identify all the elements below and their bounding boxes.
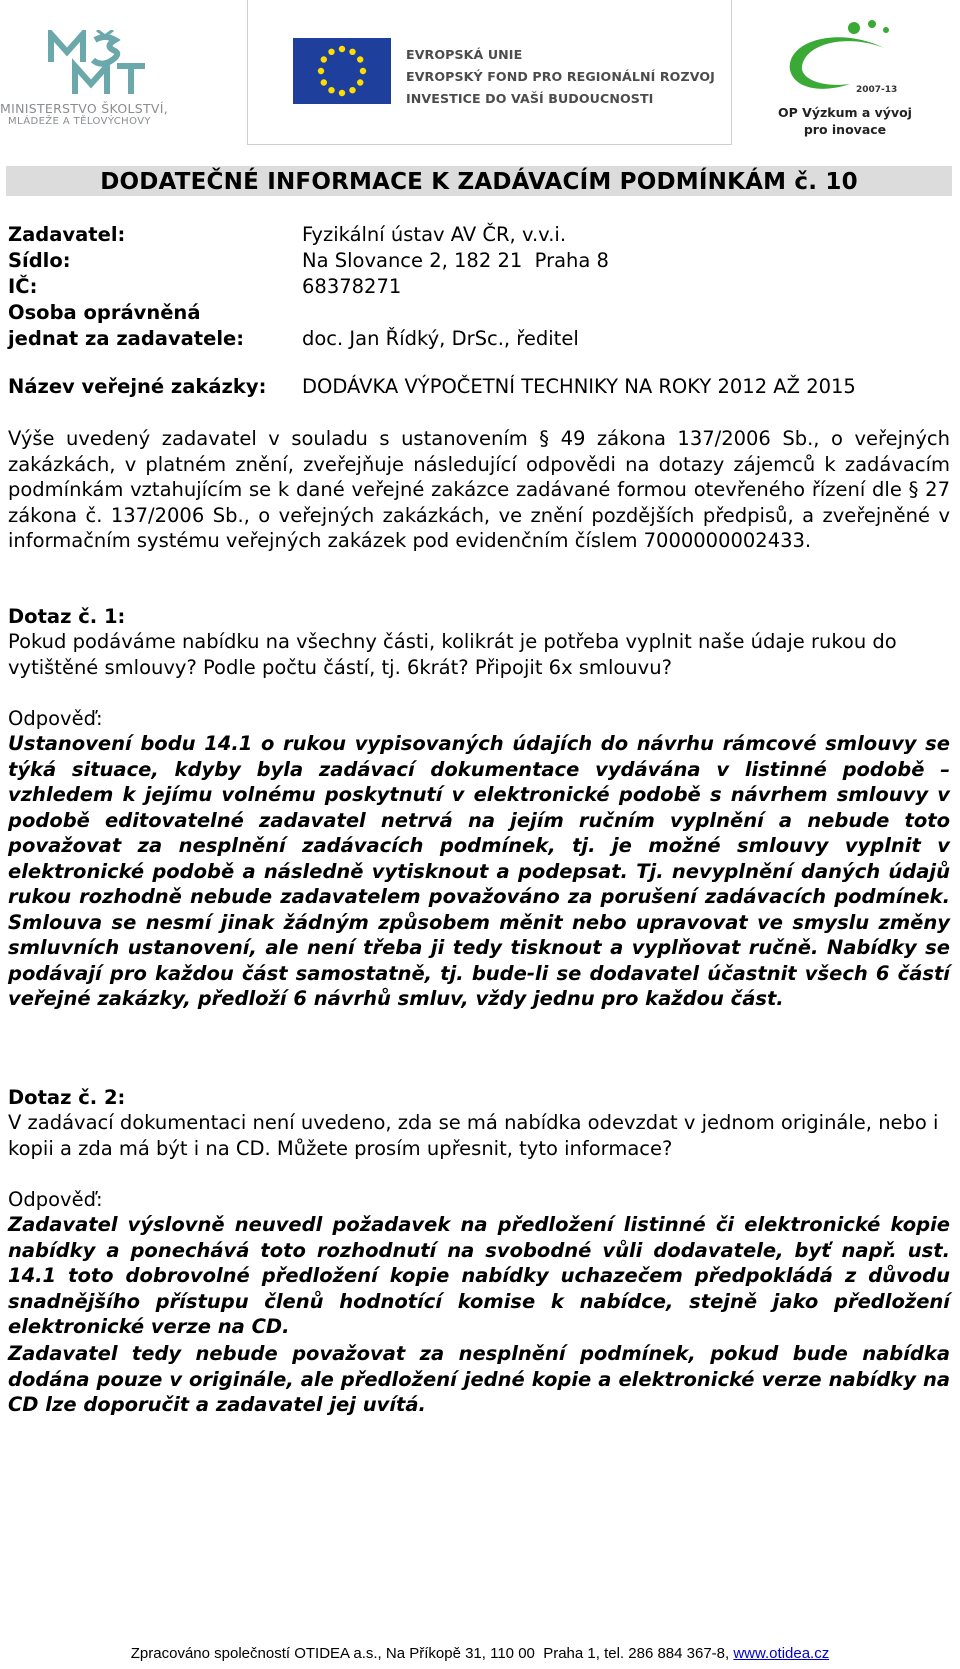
op-vavpi-logo <box>770 18 920 137</box>
eu-line-3: INVESTICE DO VAŠÍ BUDOUCNOSTI <box>406 91 654 106</box>
meta-row-ic <box>8 274 948 300</box>
logo-header <box>0 0 960 150</box>
q1-question: Pokud podáváme nabídku na všechny části, kolikrát je potřeba vyplnit naše údaje rukou do vytištěné smlouvy? Podle počtu částí, tj. 6krát? Připojit 6x smlouvu? <box>8 630 897 679</box>
footer-link[interactable]: www.otidea.cz <box>733 1645 830 1662</box>
meta-row-osoba-1 <box>8 300 948 326</box>
contract-name-label: Název veřejné zakázky: <box>8 375 267 398</box>
sidlo-value: Na Slovance 2, 182 21 Praha 8 <box>302 249 609 272</box>
eu-line-2: EVROPSKÝ FOND PRO REGIONÁLNÍ ROZVOJ <box>406 69 715 84</box>
zadavatel-label: Zadavatel: <box>8 223 126 246</box>
msmt-name-line2: MLÁDEŽE A TĚLOVÝCHOVY <box>8 116 151 127</box>
msmt-logo <box>0 30 200 130</box>
contracting-authority-info <box>8 222 948 352</box>
ic-value: 68378271 <box>302 275 402 298</box>
contract-name-row <box>8 374 856 400</box>
msmt-name-line1: MINISTERSTVO ŠKOLSTVÍ, <box>0 101 169 116</box>
q2-answer-p1: Zadavatel výslovně neuvedl požadavek na předložení listinné či elektronické kopie nabídky a ponechává toto rozhodnutí na svobodné vůli dodavatele, byť např. ust. 14.1 toto dobrovolné předložení kopie nabídky uchazečem předpokládá z důvodu snadnějšího přístupu členů hodnotící komise k nabídce, stejně jako předložení elektronické verze na CD. <box>8 1213 950 1338</box>
q2-heading: Dotaz č. 2: <box>8 1086 126 1109</box>
footer <box>0 1645 960 1662</box>
osoba-label-line1: Osoba oprávněná <box>8 301 201 324</box>
meta-row-osoba-2 <box>8 326 948 352</box>
meta-row-zadavatel <box>8 222 948 248</box>
q2-answer-p2: Zadavatel tedy nebude považovat za nesplnění podmínek, pokud bude nabídka dodána pouze v originále, ale předložení jedné kopie a elektronické verze nabídky na CD lze doporučit a zadavatel jej uvítá. <box>8 1342 950 1416</box>
q2-question: V zadávací dokumentaci není uvedeno, zda se má nabídka odevzdat v jednom originále, nebo i kopii a zda má být i na CD. Můžete prosím upřesnit, tyto informace? <box>8 1111 939 1160</box>
contract-name-value: DODÁVKA VÝPOČETNÍ TECHNIKY NA ROKY 2012 AŽ 2015 <box>302 375 856 398</box>
op-name-line2: pro inovace <box>803 122 887 137</box>
eu-line-1: EVROPSKÁ UNIE <box>406 47 523 62</box>
page-title: DODATEČNÉ INFORMACE K ZADÁVACÍM PODMÍNKÁM č. 10 <box>6 166 952 196</box>
ic-label: IČ: <box>8 275 38 298</box>
footer-text: Zpracováno společností OTIDEA a.s., Na Příkopě 31, 110 00 Praha 1, tel. 286 884 367-8, <box>130 1645 734 1662</box>
eu-flag-icon <box>293 38 391 104</box>
intro-paragraph: Výše uvedený zadavatel v souladu s ustanovením § 49 zákona 137/2006 Sb., o veřejných zakázkách, v platném znění, zveřejňuje následující odpovědi na dotazy zájemců k zadávacím podmínkám vztahujícím se k dané veřejné zakázce zadávané formou otevřeného řízení dle § 27 zákona č. 137/2006 Sb., o veřejných zakázkách, ve znění pozdějších předpisů, a zveřejněné v informačním systému veřejných zakázek pod evidenčním číslem 7000000002433. <box>8 427 950 552</box>
op-swoosh-icon <box>780 18 910 100</box>
op-years: 2007-13 <box>856 85 898 95</box>
osoba-label-line2: jednat za zadavatele: <box>8 327 245 350</box>
q1-heading: Dotaz č. 1: <box>8 605 126 628</box>
osoba-value: doc. Jan Řídký, DrSc., ředitel <box>302 327 579 350</box>
eu-logo-box <box>247 0 732 145</box>
msmt-monogram-icon <box>45 30 155 98</box>
q2-answer-label: Odpověď: <box>8 1188 103 1211</box>
zadavatel-value: Fyzikální ústav AV ČR, v.v.i. <box>302 223 567 246</box>
q1-answer: Ustanovení bodu 14.1 o rukou vypisovaných údajích do návrhu rámcové smlouvy se týká situace, kdyby byla zadávací dokumentace vydávána v listinné podobě – vzhledem k jejímu volnému poskytnutí v elektronické podobě s návrhem smlouvy v podobě editovatelné zadavatel netrvá na jejím ručním vyplnění a nebude toto považovat za nesplnění zadávacích podmínek, tj. je možné smlouvy vyplnit v elektronické podobě a následně vytisknout a podepsat. Tj. nevyplnění daných údajů rukou rozhodně nebude zadavatelem považováno za porušení zadávacích podmínek. Smlouva se nesmí jinak žádným způsobem měnit nebo upravovat ve smyslu změny smluvních ustanovení, ale není třeba ji tedy tisknout a vyplňovat ručně. Nabídky se podávají pro každou část samostatně, tj. bude-li se dodavatel účastnit všech 6 částí veřejné zakázky, předloží 6 návrhů smluv, vždy jednu pro každou část. <box>8 732 950 1010</box>
q1-answer-label: Odpověď: <box>8 707 103 730</box>
op-name-line1: OP Výzkum a vývoj <box>778 105 912 120</box>
meta-row-sidlo <box>8 248 948 274</box>
sidlo-label: Sídlo: <box>8 249 71 272</box>
